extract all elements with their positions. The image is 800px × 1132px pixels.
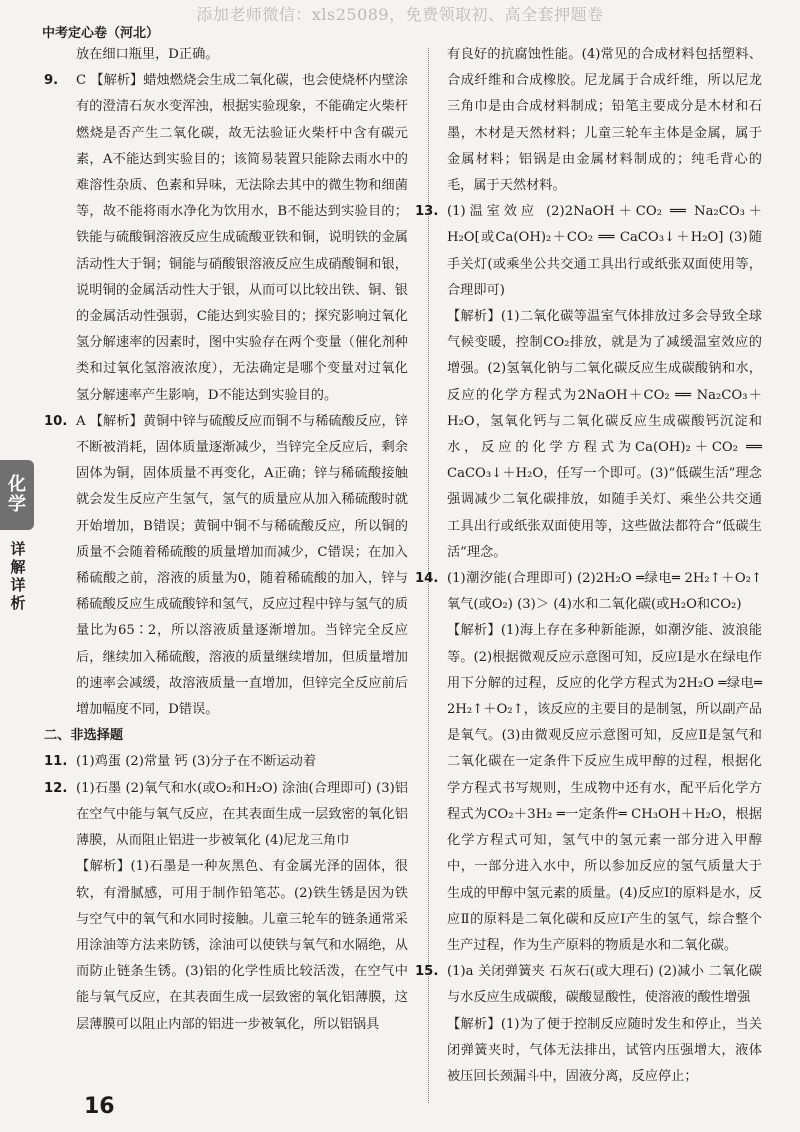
question-13-analysis: 【解析】(1)二氧化碳等温室气体排放过多会导致全球气候变暖，控制CO₂排放，就是为了减缓温室效应的增强。(2)氢氧化钠与二氧化碳反应生成碳酸钠和水，反应的化学方程式为2NaOH＋CO₂ ══ Na₂CO₃＋H₂O，氢氧化钙与二氧化碳反应生成碳酸钙沉淀和水，反应的化学方程式为Ca(OH)₂＋CO₂ ══ CaCO₃↓＋H₂O，任写一个即可。(3)“低碳生活”理念强调减少二氧化碳排放，如随手关灯、乘坐公共交通工具出行或纸张双面使用等，这些做法都符合“低碳生活”理念。 (447, 309, 762, 560)
left-column (44, 42, 408, 1038)
question-15: 15. (1)a 关闭弹簧夹 石灰石(或大理石) (2)减小 二氧化碳与水反应生成碳酸，碳酸显酸性，使溶液的酸性增强 (415, 964, 762, 1006)
subject-char-1: 化 (8, 474, 26, 495)
question-9: 9. C 【解析】蜡烛燃烧会生成二氧化碳，也会使烧杯内壁涂有的澄清石灰水变浑浊，根据实验现象，不能确定火柴杆燃烧是否产生二氧化碳，故无法验证火柴杆中含有碳元素，A不能达到实验目的；该简易装置只能除去雨水中的难溶性杂质、色素和异味，无法除去其中的微生物和细菌等，故不能将雨水净化为饮用水，B不能达到实验目的；铁能与硫酸铜溶液反应生成硫酸亚铁和铜，说明铁的金属活动性大于铜；铜能与硝酸银溶液反应生成硝酸铜和银，说明铜的金属活动性大于银，从而可以比较出铁、铜、银的金属活动性强弱，C能达到实验目的；探究影响过氧化氢分解速率的因素时，图中实验存在两个变量（催化剂种类和过氧化氢溶液浓度），无法确定是哪个变量对过氧化氢分解速率产生影响，D不能达到实验目的。 (44, 73, 408, 403)
subject-char-2: 学 (8, 494, 26, 515)
question-13: 13. (1)温室效应 (2)2NaOH＋CO₂ ══ Na₂CO₃＋H₂O[或Ca(OH)₂＋CO₂ ══ CaCO₃↓＋H₂O] (3)随手关灯(或乘坐公共交通工具出行或纸张双面使用等，合理即可) (415, 204, 762, 298)
watermark: 添加老师微信：xls25089，免费领取初、高全套押题卷 (196, 5, 604, 24)
subject-tab (0, 460, 34, 530)
question-11: 11. (1)鸡蛋 (2)常量 钙 (3)分子在不断运动着 (44, 754, 317, 770)
question-14: 14. (1)潮汐能(合理即可) (2)2H₂O ═绿电═ 2H₂↑＋O₂↑ 氧气(或O₂) (3)＞ (4)水和二氧化碳(或H₂O和CO₂) (415, 571, 762, 613)
question-14-analysis: 【解析】(1)海上存在多种新能源，如潮汐能、波浪能等。(2)根据微观反应示意图可知，反应Ⅰ是水在绿电作用下分解的过程，反应的化学方程式为2H₂O ═绿电═ 2H₂↑＋O₂↑，该反应的主要目的是制氢，所以副产品是氧气。(3)由微观反应示意图可知，反应Ⅱ是氢气和二氧化碳在一定条件下反应生成甲醇的过程，根据化学方程式书写规则，生成物中还有水，配平后化学方程式为CO₂＋3H₂ ═一定条件═ CH₃OH＋H₂O，根据化学方程式可知，氢气中的氢元素一部分进入甲醇中，一部分进入水中，所以参加反应的氢气质量大于生成的甲醇中氢元素的质量。(4)反应Ⅰ的原料是水，反应Ⅱ的原料是二氧化碳和反应Ⅰ产生的氢气，综合整个生产过程，作为生产原料的物质是水和二氧化碳。 (447, 623, 762, 953)
right-column (415, 42, 762, 1090)
question-12-analysis: 【解析】(1)石墨是一种灰黑色、有金属光泽的固体，很软，有滑腻感，可用于制作铅笔芯。(2)铁生锈是因为铁与空气中的氧气和水同时接触。儿童三轮车的链条通常采用涂油等方法来防锈，涂油可以使铁与氧气和水隔绝，从而防止链条生锈。(3)铝的化学性质比较活泼，在空气中能与氧气反应，在其表面生成一层致密的氧化铝薄膜，这层薄膜可以阻止内部的铝进一步被氧化，所以铝锅具 (76, 859, 408, 1032)
section-heading: 二、非选择题 (44, 728, 124, 744)
page-header: 中考定心卷（河北） (42, 26, 160, 41)
detail-label: 详 解 详 析 (10, 540, 26, 612)
question-10: 10. A 【解析】黄铜中锌与硫酸反应而铜不与稀硫酸反应，锌不断被消耗，固体质量逐渐减少，当锌完全反应后，剩余固体为铜，固体质量不再变化，A正确；锌与稀硫酸接触就会发生反应产生氢气，氢气的质量应从加入稀硫酸时就开始增加，B错误；黄铜中铜不与稀硫酸反应，所以铜的质量不会随着稀硫酸的质量增加而减少，C错误；在加入稀硫酸之前，溶液的质量为0，随着稀硫酸的加入，锌与稀硫酸反应生成硫酸锌和氢气，反应过程中锌与氢气的质量比为65∶2，所以溶液质量逐渐增加。当锌完全反应后，继续加入稀硫酸，溶液的质量继续增加，但质量增加的速率会减缓，故溶液质量一直增加，但锌完全反应前后增加幅度不同，D错误。 (44, 413, 408, 718)
question-12: 12. (1)石墨 (2)氧气和水(或O₂和H₂O) 涂油(合理即可) (3)铝在空气中能与氧气反应，在其表面生成一层致密的氧化铝薄膜，从而阻止铝进一步被氧化 (4)尼龙三角巾 (44, 780, 408, 849)
page-number: 16 (84, 1094, 115, 1119)
left-para-0: 放在细口瓶里，D正确。 (76, 47, 219, 62)
question-15-analysis: 【解析】(1)为了便于控制反应随时发生和停止，当关闭弹簧夹时，气体无法排出，试管内压强增大，液体被压回长颈漏斗中，固液分离，反应停止； (447, 1016, 762, 1084)
right-para-0: 有良好的抗腐蚀性能。(4)常见的合成材料包括塑料、合成纤维和合成橡胶。尼龙属于合成纤维，所以尼龙三角巾是由合成材料制成；铅笔主要成分是木材和石墨，木材是天然材料；儿童三轮车主体是金属，属于金属材料；铝锅是由金属材料制成的；纯毛背心的毛，属于天然材料。 (447, 47, 762, 194)
